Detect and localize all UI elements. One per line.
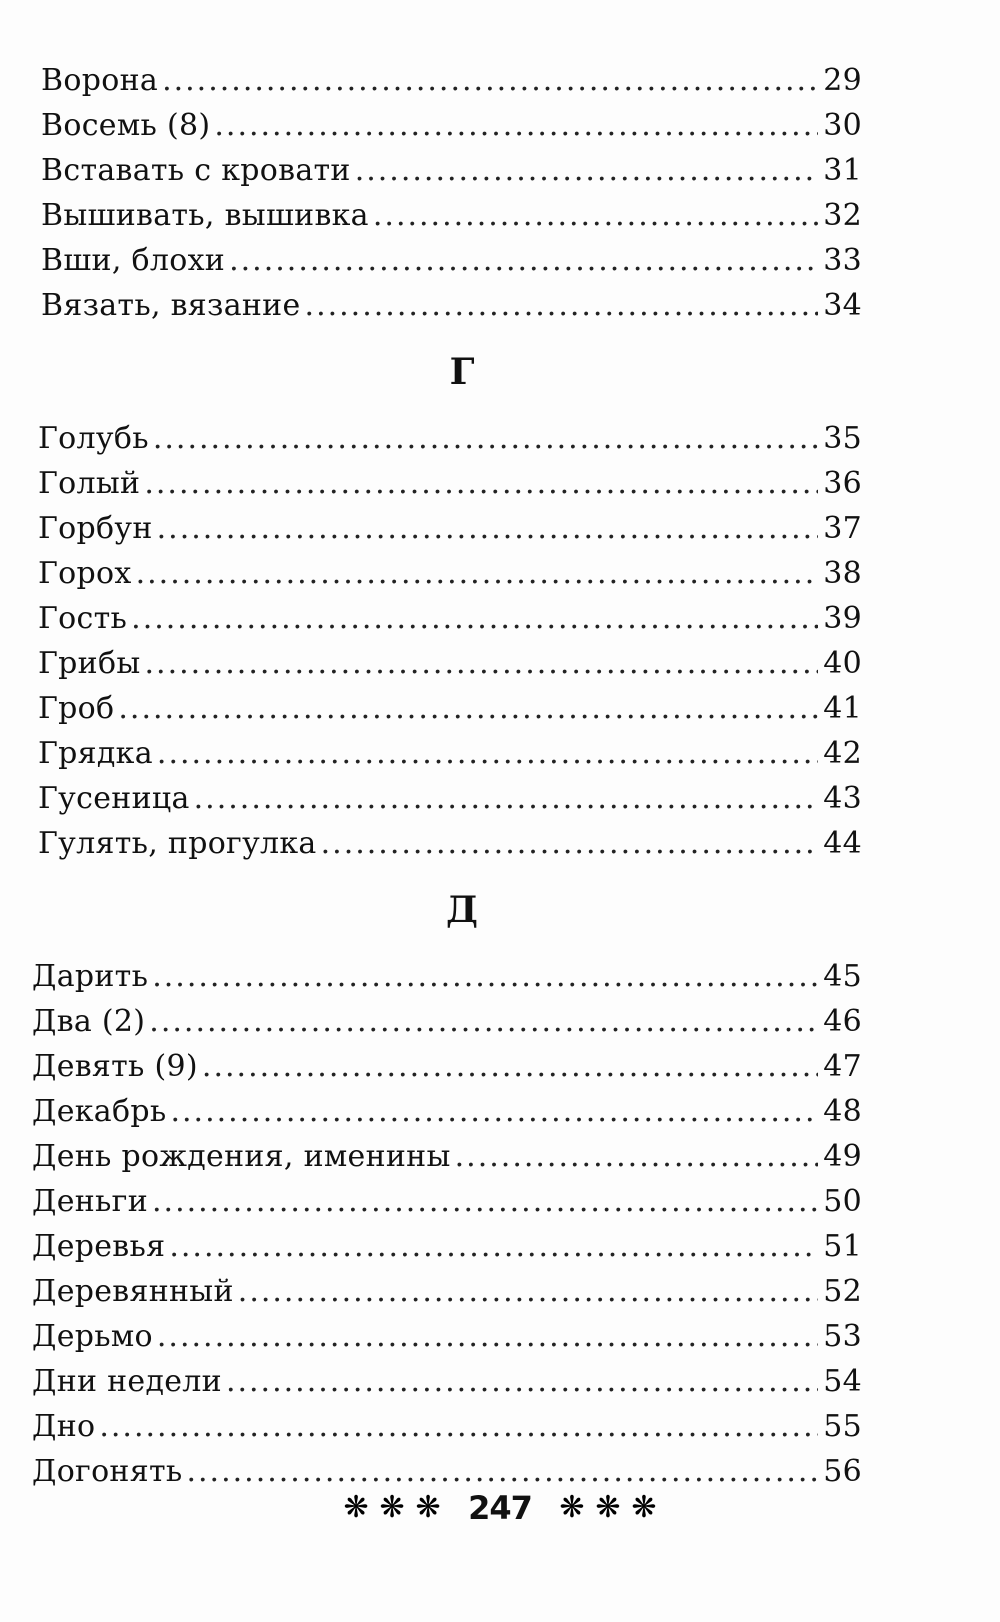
toc-entry [32, 776, 862, 821]
toc-entry [32, 1089, 862, 1134]
entry-label: Дерьмо [32, 1319, 153, 1354]
toc-entry [32, 506, 862, 551]
toc-entry [32, 731, 862, 776]
toc-entry [32, 686, 862, 731]
toc-entry [32, 1404, 862, 1449]
entry-page-number: 55 [823, 1409, 862, 1444]
entry-page-number: 31 [823, 153, 862, 188]
toc-section-g [32, 328, 862, 866]
dot-leader [152, 954, 818, 999]
entry-page-number: 30 [823, 108, 862, 143]
entry-page-number: 51 [823, 1229, 862, 1264]
section-letter-heading: Г [449, 351, 475, 393]
entry-page-number: 41 [823, 691, 862, 726]
dot-leader [118, 686, 818, 731]
dot-leader [194, 776, 818, 821]
dot-leader [169, 1224, 818, 1269]
toc-entry [32, 238, 862, 283]
dot-leader [157, 731, 818, 776]
toc-entry [32, 58, 862, 103]
dot-leader [136, 551, 818, 596]
entry-page-number: 44 [823, 826, 862, 861]
toc-entry [32, 416, 862, 461]
toc-entry [32, 1224, 862, 1269]
toc-section-v-continued [32, 58, 862, 328]
dot-leader [153, 416, 818, 461]
entry-label: Вши, блохи [41, 243, 226, 278]
entry-label: Деньги [32, 1184, 148, 1219]
entry-label: Дно [32, 1409, 96, 1444]
entry-page-number: 38 [823, 556, 862, 591]
toc-entry [32, 148, 862, 193]
toc-entry [32, 1314, 862, 1359]
toc-section-d [32, 866, 862, 1494]
entry-label: Догонять [32, 1454, 183, 1489]
entry-page-number: 46 [823, 1004, 862, 1039]
toc-entry [32, 551, 862, 596]
toc-entry [32, 103, 862, 148]
entry-page-number: 36 [823, 466, 862, 501]
page-number: 247 [468, 1489, 532, 1527]
dot-leader [214, 103, 818, 148]
entry-label: Голубь [38, 421, 149, 456]
toc-entry [32, 193, 862, 238]
entry-label: Восемь (8) [41, 108, 211, 143]
dot-leader [229, 238, 818, 283]
entry-page-number: 45 [823, 959, 862, 994]
entry-page-number: 49 [823, 1139, 862, 1174]
toc-entry [32, 1359, 862, 1404]
dot-leader [149, 999, 818, 1044]
entry-page-number: 53 [823, 1319, 862, 1354]
entry-label: Горбун [38, 511, 153, 546]
toc-entry [32, 461, 862, 506]
toc-entry [32, 821, 862, 866]
entry-page-number: 50 [823, 1184, 862, 1219]
dot-leader [305, 283, 818, 328]
entry-label: Деревянный [32, 1274, 234, 1309]
entry-page-number: 43 [823, 781, 862, 816]
dot-leader [202, 1044, 818, 1089]
dot-leader [99, 1404, 818, 1449]
entry-page-number: 33 [823, 243, 862, 278]
dot-leader [373, 193, 818, 238]
dot-leader [131, 596, 818, 641]
dot-leader [145, 641, 818, 686]
entry-page-number: 34 [823, 288, 862, 323]
entry-page-number: 42 [823, 736, 862, 771]
dot-leader [355, 148, 818, 193]
toc-entry [32, 1134, 862, 1179]
ornament-icon: ❋ [595, 1490, 621, 1525]
entry-page-number: 35 [823, 421, 862, 456]
ornament-icon: ❋ [343, 1490, 369, 1525]
entry-page-number: 47 [823, 1049, 862, 1084]
entry-page-number: 40 [823, 646, 862, 681]
entry-label: Ворона [41, 63, 159, 98]
dot-leader [152, 1179, 818, 1224]
toc-entry [32, 283, 862, 328]
entry-label: Вышивать, вышивка [41, 198, 369, 233]
entry-label: Гроб [38, 691, 115, 726]
entry-label: Гусеница [38, 781, 190, 816]
toc-entry [32, 596, 862, 641]
entry-label: Декабрь [32, 1094, 167, 1129]
entry-label: Гость [38, 601, 128, 636]
entry-label: Дарить [32, 959, 149, 994]
entry-page-number: 29 [823, 63, 862, 98]
entry-label: Деревья [32, 1229, 166, 1264]
toc-entry [32, 999, 862, 1044]
ornament-icon: ❋ [415, 1490, 441, 1525]
dot-leader [157, 1314, 818, 1359]
toc-entry [32, 954, 862, 999]
dot-leader [455, 1134, 818, 1179]
entry-page-number: 37 [823, 511, 862, 546]
entry-page-number: 52 [823, 1274, 862, 1309]
entry-page-number: 39 [823, 601, 862, 636]
ornament-icon: ❋ [559, 1490, 585, 1525]
entry-label: Горох [38, 556, 132, 591]
dot-leader [238, 1269, 818, 1314]
entry-label: Грибы [38, 646, 141, 681]
section-letter-heading: Д [445, 889, 478, 931]
entry-page-number: 56 [823, 1454, 862, 1489]
entry-label: Гулять, прогулка [38, 826, 317, 861]
dot-leader [144, 461, 818, 506]
entry-label: Голый [38, 466, 141, 501]
entry-label: Вязать, вязание [41, 288, 301, 323]
toc-entry [32, 1269, 862, 1314]
entry-page-number: 48 [823, 1094, 862, 1129]
entry-label: Девять (9) [32, 1049, 198, 1084]
toc-entry [32, 1179, 862, 1224]
dot-leader [321, 821, 818, 866]
dot-leader [226, 1359, 818, 1404]
dot-leader [157, 506, 818, 551]
toc-entry [32, 641, 862, 686]
entry-label: Два (2) [32, 1004, 146, 1039]
entry-label: Грядка [38, 736, 153, 771]
entry-label: День рождения, именины [32, 1139, 451, 1174]
entry-page-number: 32 [823, 198, 862, 233]
ornament-icon: ❋ [379, 1490, 405, 1525]
dot-leader [170, 1089, 818, 1134]
ornament-icon: ❋ [631, 1490, 657, 1525]
page-footer [0, 1478, 1000, 1538]
toc-entry [32, 1044, 862, 1089]
dot-leader [162, 58, 818, 103]
entry-label: Вставать с кровати [41, 153, 351, 188]
table-of-contents [32, 58, 862, 1494]
entry-label: Дни недели [32, 1364, 222, 1399]
entry-page-number: 54 [823, 1364, 862, 1399]
